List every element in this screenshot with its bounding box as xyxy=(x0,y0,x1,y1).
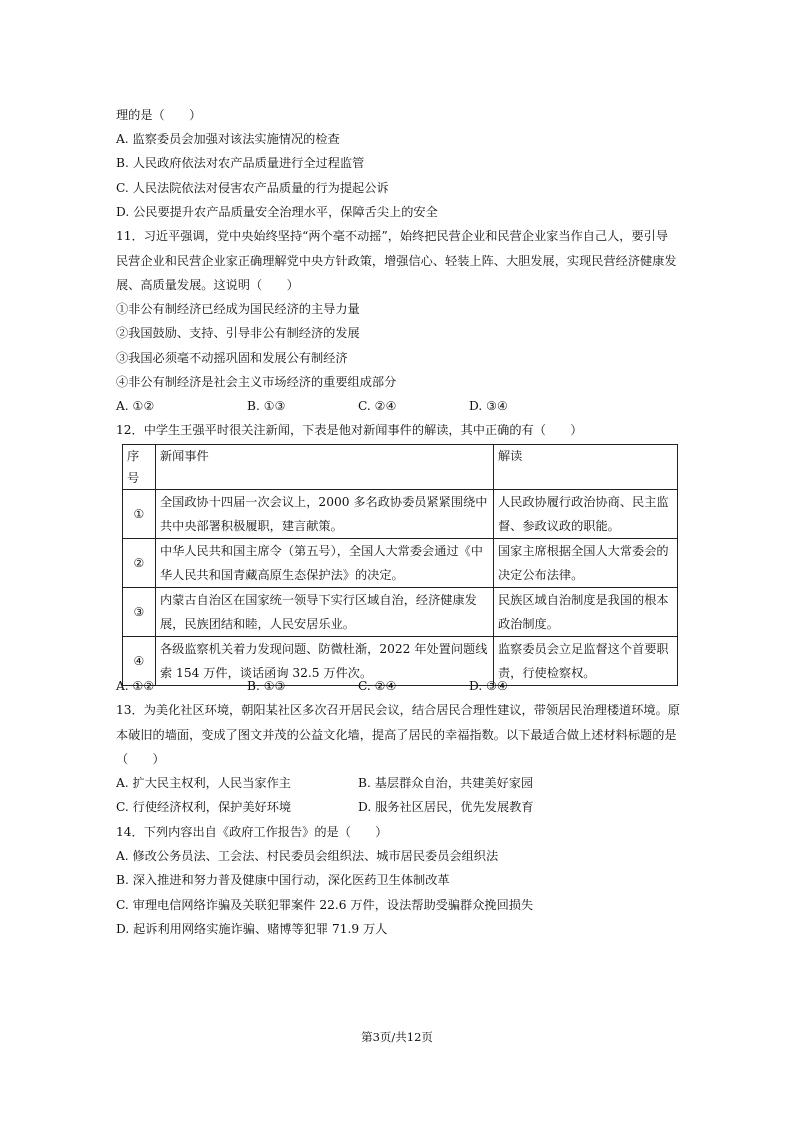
q11-stem-line-3: 展、高质量发展。这说明（ ） xyxy=(116,278,299,292)
q13-stem-line-3: （ ） xyxy=(116,752,165,766)
q13-option-c: C. 行使经济权利，保护美好环境 xyxy=(116,800,292,814)
q11-options xyxy=(116,398,676,414)
q10-option-c: C. 人民法院依法对侵害农产品质量的行为提起公诉 xyxy=(116,181,389,195)
row-index: ③ xyxy=(123,588,156,637)
q12-option-b: B. ①③ xyxy=(247,679,286,693)
q13-stem-line-1: 13．为美化社区环境，朝阳某社区多次召开居民会议，结合居民合理性建议，带领居民治理楼道环境。原 xyxy=(116,703,680,717)
q11-statement-1: ①非公有制经济已经成为国民经济的主导力量 xyxy=(116,302,360,316)
news-table xyxy=(122,444,678,686)
row-event: 内蒙古自治区在国家统一领导下实行区域自治，经济健康发 展，民族团结和睦，人民安居乐业。 xyxy=(156,588,494,637)
row-index: ④ xyxy=(123,637,156,686)
q14-option-d: D. 起诉利用网络实施诈骗、赌博等犯罪 71.9 万人 xyxy=(116,922,388,936)
q12-options xyxy=(116,678,676,694)
q11-option-a: A. ①② xyxy=(116,399,155,413)
q10-option-a: A. 监察委员会加强对该法实施情况的检查 xyxy=(116,132,340,146)
page-number: 第3页/共12页 xyxy=(361,1030,433,1044)
q12-option-c: C. ②④ xyxy=(358,679,397,693)
q11-statement-4: ④非公有制经济是社会主义市场经济的重要组成部分 xyxy=(116,375,397,389)
q12-stem: 12．中学生王强平时很关注新闻，下表是他对新闻事件的解读，其中正确的有（ ） xyxy=(116,423,583,437)
q14-option-c: C. 审理电信网络诈骗及关联犯罪案件 22.6 万件，设法帮助受骗群众挽回损失 xyxy=(116,898,534,912)
q14-option-a: A. 修改公务员法、工会法、村民委员会组织法、城市居民委员会组织法 xyxy=(116,849,499,863)
header-reading: 解读 xyxy=(494,445,678,490)
q14-option-b: B. 深入推进和努力普及健康中国行动，深化医药卫生体制改革 xyxy=(116,873,450,887)
q10-option-d: D. 公民要提升农产品质量安全治理水平，保障舌尖上的安全 xyxy=(116,205,438,219)
row-reading: 民族区域自治制度是我国的根本 政治制度。 xyxy=(494,588,678,637)
q11-statement-3: ③我国必须毫不动摇巩固和发展公有制经济 xyxy=(116,351,348,365)
q10-stem-end: 理的是（ ） xyxy=(116,108,202,122)
q11-stem-line-1: 11．习近平强调，党中央始终坚持“两个毫不动摇”，始终把民营企业和民营企业家当作自己人，要引导 xyxy=(116,229,669,243)
q13-option-a: A. 扩大民主权利，人民当家作主 xyxy=(116,776,291,790)
q13-stem-line-2: 本破旧的墙面，变成了图文并茂的公益文化墙，提高了居民的幸福指数。以下最适合做上述材料标题的是 xyxy=(116,728,677,742)
q13-options-row-1 xyxy=(116,775,676,791)
row-reading: 监察委员会立足监督这个首要职 责，行使检察权。 xyxy=(494,637,678,686)
header-event: 新闻事件 xyxy=(156,445,494,490)
row-event: 各级监察机关着力发现问题、防微杜渐，2022 年处置问题线 索 154 万件，谈话函询 32.5 万件次。 xyxy=(156,637,494,686)
q11-statement-2: ②我国鼓励、支持、引导非公有制经济的发展 xyxy=(116,326,360,340)
row-event: 中华人民共和国主席令（第五号），全国人大常委会通过《中 华人民共和国青藏高原生态保护法》的决定。 xyxy=(156,539,494,588)
q11-option-d: D. ③④ xyxy=(469,399,508,413)
q13-option-b: B. 基层群众自治，共建美好家园 xyxy=(358,776,534,790)
row-index: ① xyxy=(123,490,156,539)
q14-stem: 14．下列内容出自《政府工作报告》的是（ ） xyxy=(116,825,388,839)
table-header-row xyxy=(123,445,678,490)
q12-option-d: D. ③④ xyxy=(469,679,508,693)
table-row xyxy=(123,588,678,637)
row-reading: 国家主席根据全国人大常委会的 决定公布法律。 xyxy=(494,539,678,588)
q13-options-row-2 xyxy=(116,799,676,815)
header-index: 序号 xyxy=(123,445,156,490)
q11-option-b: B. ①③ xyxy=(247,399,286,413)
row-reading: 人民政协履行政治协商、民主监 督、参政议政的职能。 xyxy=(494,490,678,539)
row-event: 全国政协十四届一次会议上，2000 多名政协委员紧紧围绕中 共中央部署积极履职，建言献策。 xyxy=(156,490,494,539)
q13-option-d: D. 服务社区居民，优先发展教育 xyxy=(358,800,534,814)
row-index: ② xyxy=(123,539,156,588)
q11-option-c: C. ②④ xyxy=(358,399,397,413)
q10-option-b: B. 人民政府依法对农产品质量进行全过程监管 xyxy=(116,156,365,170)
table-row xyxy=(123,490,678,539)
q11-stem-line-2: 民营企业和民营企业家正确理解党中央方针政策，增强信心、轻装上阵、大胆发展，实现民营经济健康发 xyxy=(116,254,677,268)
q12-option-a: A. ①② xyxy=(116,679,155,693)
table-row xyxy=(123,539,678,588)
